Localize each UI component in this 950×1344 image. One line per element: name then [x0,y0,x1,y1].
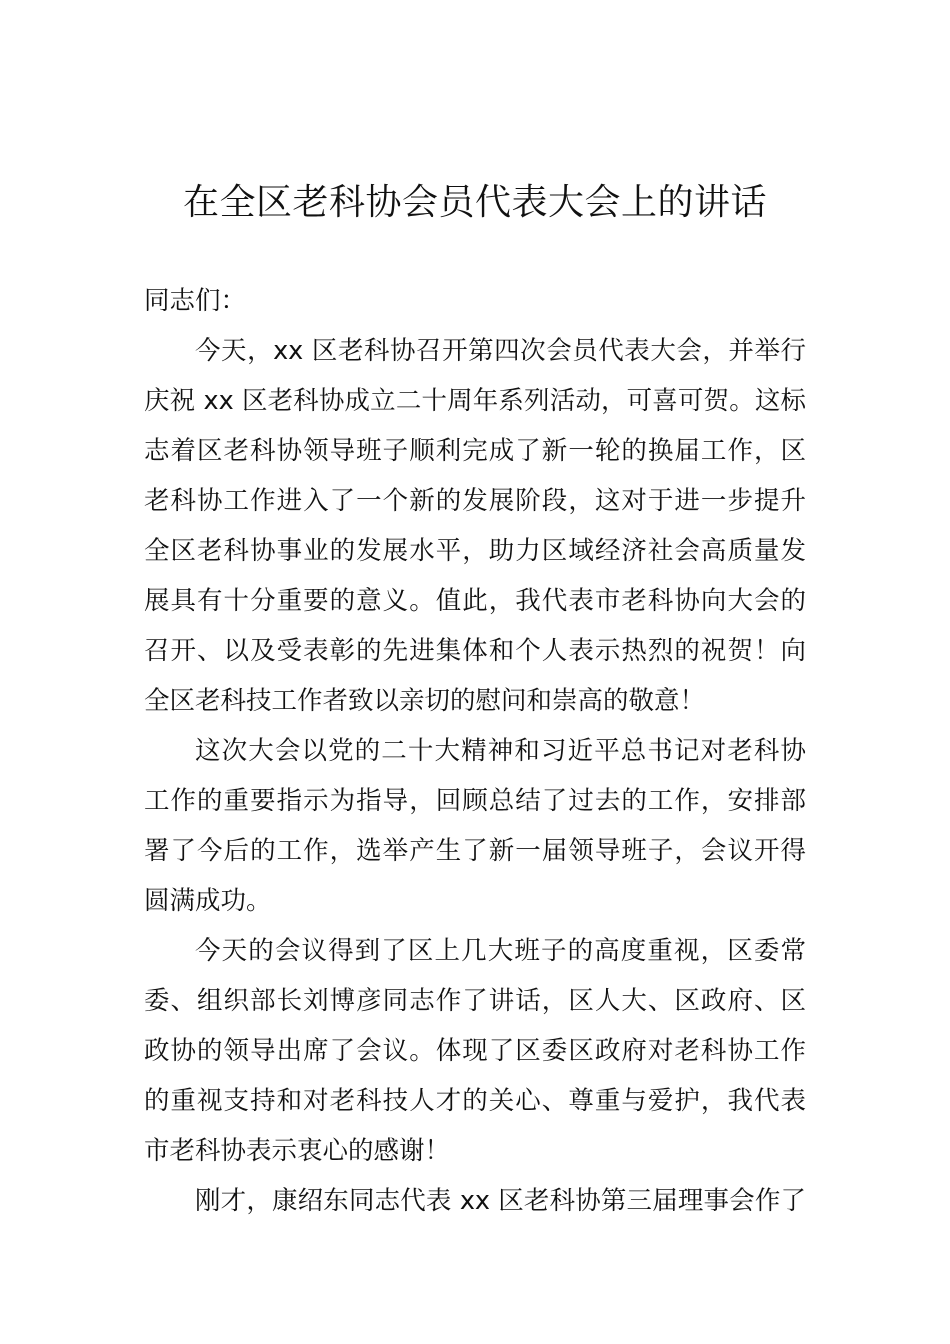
paragraph-line: 全区老科协事业的发展水平，助力区域经济社会高质量发 [144,536,806,566]
paragraph-line: 今天，xx 区老科协召开第四次会员代表大会，并举行 [195,336,806,366]
paragraph-line: 刚才，康绍东同志代表 xx 区老科协第三届理事会作了 [195,1186,806,1216]
paragraph-line: 署了今后的工作，选举产生了新一届领导班子，会议开得 [144,836,806,866]
paragraph-2 [144,726,806,926]
paragraph-line: 的重视支持和对老科技人才的关心、尊重与爱护，我代表 [144,1086,806,1116]
paragraph-line: 全区老科技工作者致以亲切的慰问和崇高的敬意！ [144,686,706,716]
paragraph-line: 这次大会以党的二十大精神和习近平总书记对老科协 [195,736,806,766]
paragraph-line: 市老科协表示衷心的感谢！ [144,1136,451,1166]
paragraph-line: 政协的领导出席了会议。体现了区委区政府对老科协工作 [144,1036,806,1066]
document-body [144,276,806,1226]
paragraph-line: 委、组织部长刘博彦同志作了讲话，区人大、区政府、区 [144,986,806,1016]
paragraph-line: 今天的会议得到了区上几大班子的高度重视，区委常 [195,936,806,966]
paragraph-line: 圆满成功。 [144,886,272,916]
salutation: 同志们： [144,286,247,316]
paragraph-line: 展具有十分重要的意义。值此，我代表市老科协向大会的 [144,586,806,616]
paragraph-line: 庆祝 xx 区老科协成立二十周年系列活动，可喜可贺。这标 [144,386,806,416]
document-title: 在全区老科协会员代表大会上的讲话 [182,182,767,223]
paragraph-1 [144,326,806,726]
paragraph-line: 工作的重要指示为指导，回顾总结了过去的工作，安排部 [144,786,806,816]
paragraph-3 [144,926,806,1176]
paragraph-line: 志着区老科协领导班子顺利完成了新一轮的换届工作，区 [144,436,806,466]
paragraph-4 [144,1176,806,1226]
paragraph-line: 召开、以及受表彰的先进集体和个人表示热烈的祝贺！向 [144,636,806,666]
paragraph-line: 老科协工作进入了一个新的发展阶段，这对于进一步提升 [144,486,806,516]
